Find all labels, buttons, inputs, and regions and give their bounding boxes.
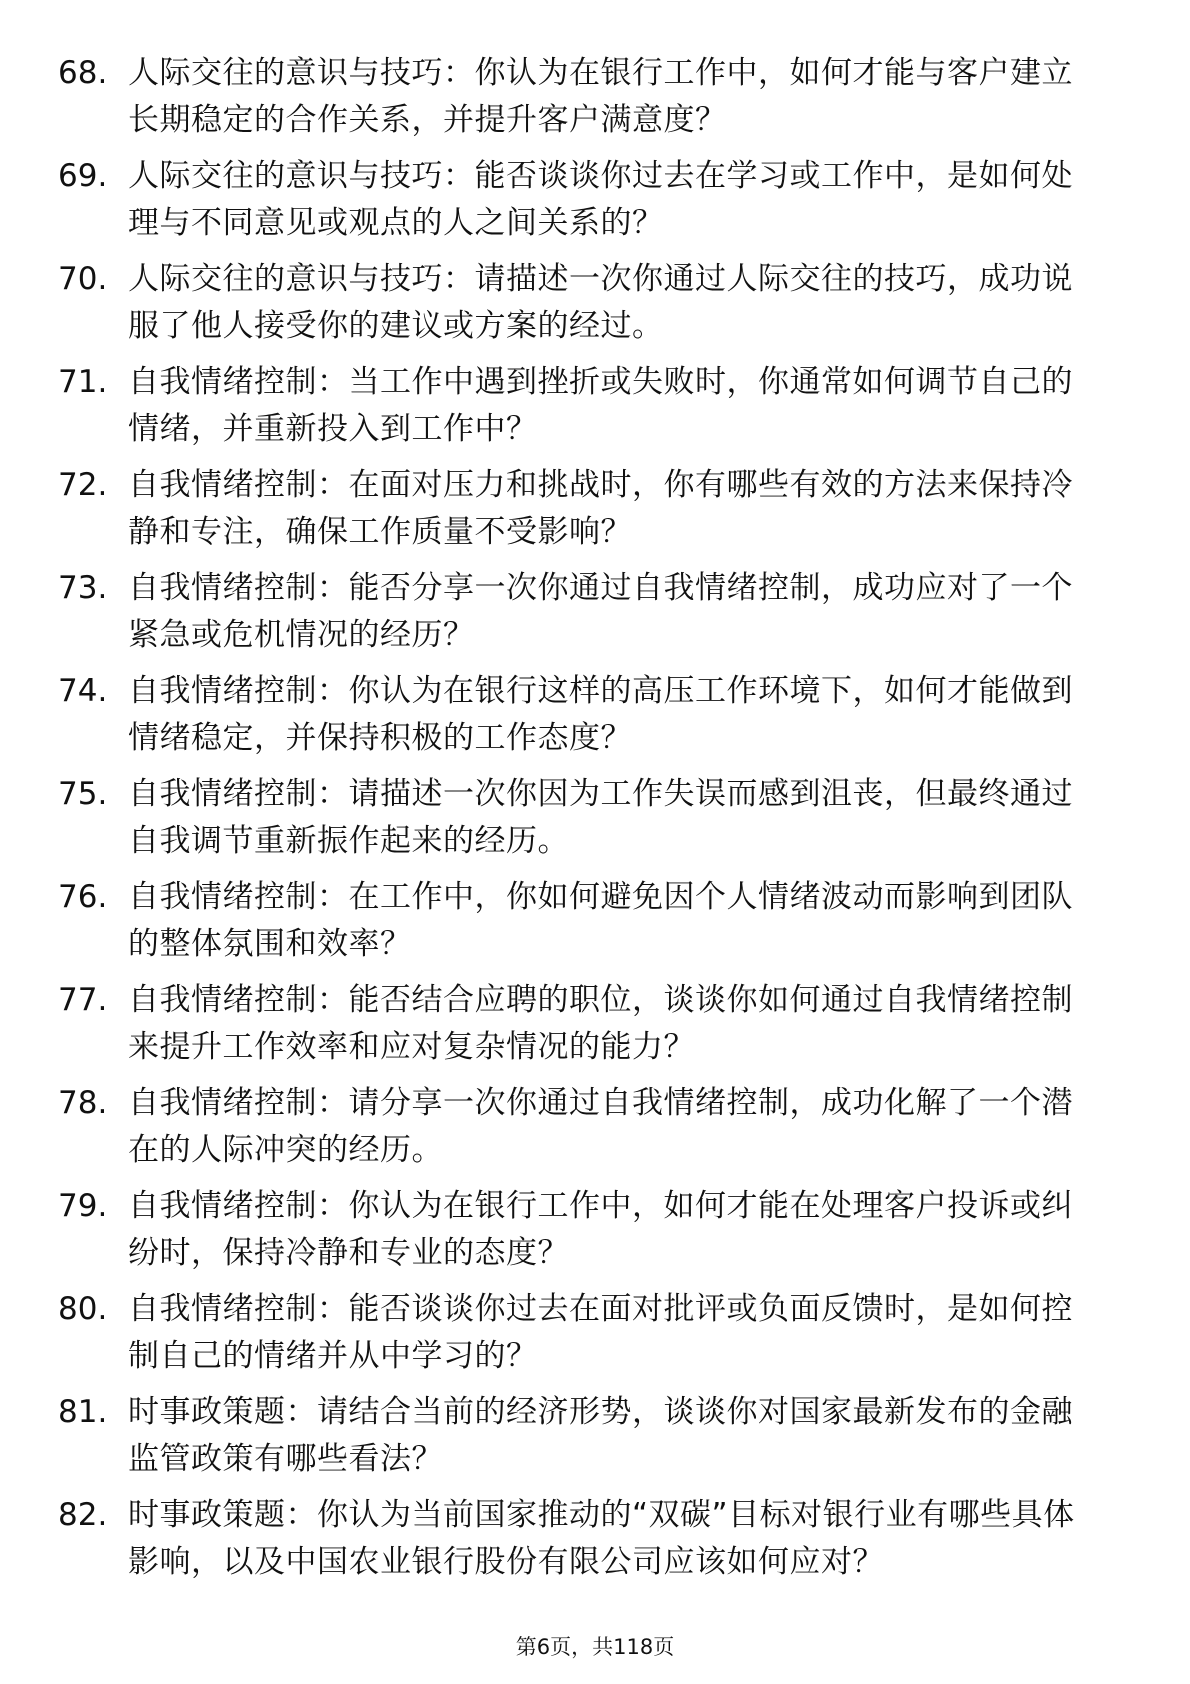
question-text: 自我情绪控制：请描述一次你因为工作失误而感到沮丧，但最终通过自我调节重新振作起来的经历。	[128, 776, 1073, 859]
question-item	[58, 359, 1118, 462]
question-number: 82.	[58, 1497, 108, 1533]
question-text: 自我情绪控制：你认为在银行工作中，如何才能在处理客户投诉或纠纷时，保持冷静和专业的态度？	[128, 1188, 1073, 1271]
question-text: 人际交往的意识与技巧：能否谈谈你过去在学习或工作中，是如何处理与不同意见或观点的人之间关系的？	[128, 158, 1073, 241]
question-text: 自我情绪控制：你认为在银行这样的高压工作环境下，如何才能做到情绪稳定，并保持积极的工作态度？	[128, 673, 1073, 756]
question-number: 75.	[58, 776, 108, 812]
question-item	[58, 668, 1118, 771]
question-text: 自我情绪控制：能否分享一次你通过自我情绪控制，成功应对了一个紧急或危机情况的经历？	[128, 570, 1073, 653]
question-text: 时事政策题：请结合当前的经济形势，谈谈你对国家最新发布的金融监管政策有哪些看法？	[128, 1394, 1073, 1477]
question-number: 72.	[58, 467, 108, 503]
question-item	[58, 1286, 1118, 1389]
question-text: 人际交往的意识与技巧：请描述一次你通过人际交往的技巧，成功说服了他人接受你的建议或方案的经过。	[128, 261, 1073, 344]
question-text: 自我情绪控制：能否结合应聘的职位，谈谈你如何通过自我情绪控制来提升工作效率和应对复杂情况的能力？	[128, 982, 1073, 1065]
page-number-footer: 第6页，共118页	[515, 1635, 675, 1659]
question-item	[58, 565, 1118, 668]
question-item	[58, 977, 1118, 1080]
question-text: 自我情绪控制：当工作中遇到挫折或失败时，你通常如何调节自己的情绪，并重新投入到工作中？	[128, 364, 1073, 447]
question-text: 自我情绪控制：在工作中，你如何避免因个人情绪波动而影响到团队的整体氛围和效率？	[128, 879, 1073, 962]
question-item	[58, 771, 1118, 874]
question-number: 69.	[58, 158, 108, 194]
question-number: 71.	[58, 364, 108, 400]
question-number: 78.	[58, 1085, 108, 1121]
question-item	[58, 1080, 1118, 1183]
question-item	[58, 462, 1118, 565]
question-item	[58, 153, 1118, 256]
question-item	[58, 1492, 1118, 1595]
question-item	[58, 874, 1118, 977]
question-text: 自我情绪控制：请分享一次你通过自我情绪控制，成功化解了一个潜在的人际冲突的经历。	[128, 1085, 1073, 1168]
question-number: 68.	[58, 55, 108, 91]
question-number: 74.	[58, 673, 108, 709]
question-text: 人际交往的意识与技巧：你认为在银行工作中，如何才能与客户建立长期稳定的合作关系，并提升客户满意度？	[128, 55, 1073, 138]
question-number: 80.	[58, 1291, 108, 1327]
question-list	[58, 50, 1118, 1595]
question-number: 76.	[58, 879, 108, 915]
question-item	[58, 1389, 1118, 1492]
question-number: 73.	[58, 570, 108, 606]
question-text: 自我情绪控制：在面对压力和挑战时，你有哪些有效的方法来保持冷静和专注，确保工作质量不受影响？	[128, 467, 1073, 550]
question-text: 时事政策题：你认为当前国家推动的“双碳”目标对银行业有哪些具体影响，以及中国农业银行股份有限公司应该如何应对？	[128, 1497, 1075, 1580]
question-number: 77.	[58, 982, 108, 1018]
question-item	[58, 50, 1118, 153]
question-number: 70.	[58, 261, 108, 297]
question-number: 81.	[58, 1394, 108, 1430]
question-text: 自我情绪控制：能否谈谈你过去在面对批评或负面反馈时，是如何控制自己的情绪并从中学习的？	[128, 1291, 1073, 1374]
question-number: 79.	[58, 1188, 108, 1224]
question-item	[58, 256, 1118, 359]
question-item	[58, 1183, 1118, 1286]
